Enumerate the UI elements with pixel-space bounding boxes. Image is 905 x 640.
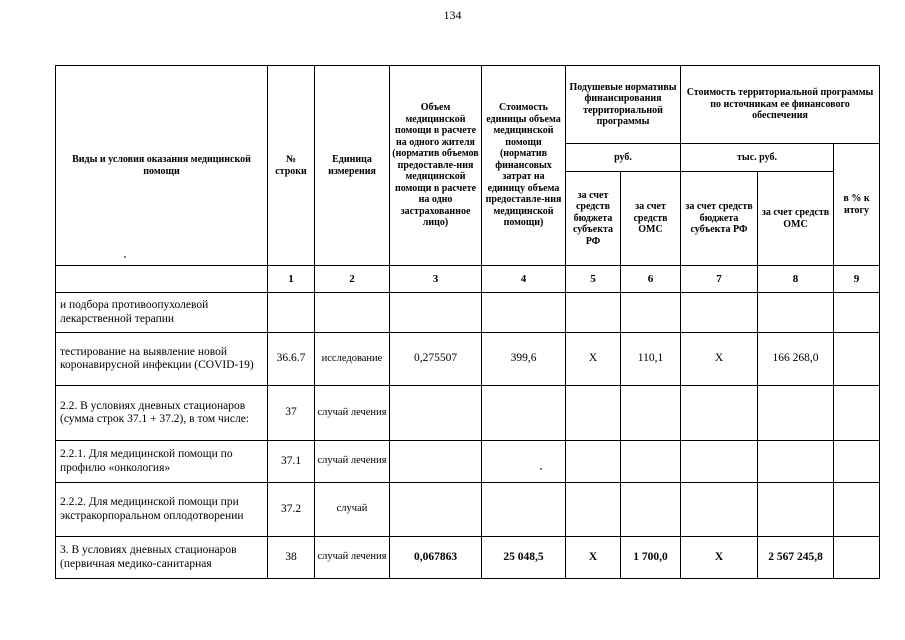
row-name: 3. В условиях дневных стационаров (первичная медико-санитарная: [56, 537, 268, 579]
row-oms-rub: [621, 386, 681, 441]
row-budget-thousand: X: [681, 537, 758, 579]
row-budget-thousand: [681, 441, 758, 483]
header-unit: Единица измерения: [315, 66, 390, 266]
row-percent: [834, 293, 880, 333]
row-oms-rub: 110,1: [621, 333, 681, 386]
column-number-blank: [56, 266, 268, 293]
column-number: 1: [268, 266, 315, 293]
column-number: 8: [758, 266, 834, 293]
row-number: 38: [268, 537, 315, 579]
row-name: 2.2.2. Для медицинской помощи при экстракорпоральном оплодотворении: [56, 483, 268, 537]
table-row: [56, 386, 880, 441]
row-budget-thousand: X: [681, 333, 758, 386]
row-volume: [390, 386, 482, 441]
row-number: 37.1: [268, 441, 315, 483]
row-oms-thousand: 2 567 245,8: [758, 537, 834, 579]
table-row: [56, 293, 880, 333]
row-cost: [482, 386, 566, 441]
column-number: 6: [621, 266, 681, 293]
table-row: [56, 483, 880, 537]
column-number: 3: [390, 266, 482, 293]
row-budget-rub: [566, 483, 621, 537]
row-unit: случай лечения: [315, 441, 390, 483]
row-number: 37: [268, 386, 315, 441]
row-volume: [390, 483, 482, 537]
header-oms-rub: за счет средств ОМС: [621, 172, 681, 266]
column-number: 7: [681, 266, 758, 293]
page-number: 134: [443, 8, 462, 22]
column-number: 5: [566, 266, 621, 293]
row-volume: 0,067863: [390, 537, 482, 579]
row-cost: [482, 441, 566, 483]
table-row: [56, 537, 880, 579]
row-percent: [834, 483, 880, 537]
row-oms-thousand: 166 268,0: [758, 333, 834, 386]
row-percent: [834, 386, 880, 441]
scan-speck: [540, 468, 542, 470]
header-unit-rub: руб.: [566, 144, 681, 172]
header-row-no: № строки: [268, 66, 315, 266]
column-number: 4: [482, 266, 566, 293]
row-number: [268, 293, 315, 333]
header-per-capita: Подушевые нормативы финансирования территориальной программы: [566, 66, 681, 144]
table-row: [56, 441, 880, 483]
header-cost: Стоимость единицы объема медицинской помощи (норматив финансовых затрат на единицу объема предоставле-ния медицинской помощи): [482, 66, 566, 266]
row-oms-thousand: [758, 386, 834, 441]
row-budget-thousand: [681, 293, 758, 333]
row-percent: [834, 333, 880, 386]
row-volume: [390, 293, 482, 333]
row-budget-rub: [566, 441, 621, 483]
row-cost: [482, 483, 566, 537]
row-unit: [315, 293, 390, 333]
row-percent: [834, 441, 880, 483]
row-name: тестирование на выявление новой коронавирусной инфекции (COVID-19): [56, 333, 268, 386]
financing-table: [55, 65, 880, 579]
row-unit: случай лечения: [315, 537, 390, 579]
row-budget-thousand: [681, 483, 758, 537]
row-budget-rub: X: [566, 333, 621, 386]
column-number: 9: [834, 266, 880, 293]
row-name: 2.2. В условиях дневных стационаров (сумма строк 37.1 + 37.2), в том числе:: [56, 386, 268, 441]
scan-speck: [124, 256, 126, 258]
row-cost: 25 048,5: [482, 537, 566, 579]
row-oms-thousand: [758, 293, 834, 333]
header-unit-thousand-rub: тыс. руб.: [681, 144, 834, 172]
header-percent: в % к итогу: [834, 144, 880, 266]
table-row: [56, 333, 880, 386]
header-volume: Объем медицинской помощи в расчете на одного жителя (норматив объемов предоставле-ния медицинской помощи в расчете на одно застрахованное лицо): [390, 66, 482, 266]
row-name: и подбора противоопухолевой лекарственной терапии: [56, 293, 268, 333]
row-budget-rub: [566, 293, 621, 333]
row-oms-thousand: [758, 483, 834, 537]
header-budget-thousand: за счет средств бюджета субъекта РФ: [681, 172, 758, 266]
row-budget-thousand: [681, 386, 758, 441]
column-number: 2: [315, 266, 390, 293]
row-cost: [482, 293, 566, 333]
row-name: 2.2.1. Для медицинской помощи по профилю «онкология»: [56, 441, 268, 483]
row-percent: [834, 537, 880, 579]
row-number: 37.2: [268, 483, 315, 537]
row-budget-rub: [566, 386, 621, 441]
row-volume: [390, 441, 482, 483]
row-volume: 0,275507: [390, 333, 482, 386]
row-oms-rub: [621, 441, 681, 483]
row-number: 36.6.7: [268, 333, 315, 386]
row-unit: исследование: [315, 333, 390, 386]
row-oms-thousand: [758, 441, 834, 483]
header-oms-thousand: за счет средств ОМС: [758, 172, 834, 266]
row-oms-rub: [621, 293, 681, 333]
row-unit: случай лечения: [315, 386, 390, 441]
header-budget-rub: за счет средств бюджета субъекта РФ: [566, 172, 621, 266]
row-budget-rub: X: [566, 537, 621, 579]
row-oms-rub: [621, 483, 681, 537]
row-oms-rub: 1 700,0: [621, 537, 681, 579]
header-cost-sources: Стоимость территориальной программы по источникам ее финансового обеспечения: [681, 66, 880, 144]
row-cost: 399,6: [482, 333, 566, 386]
row-unit: случай: [315, 483, 390, 537]
header-types: Виды и условия оказания медицинской помощи: [56, 66, 268, 266]
